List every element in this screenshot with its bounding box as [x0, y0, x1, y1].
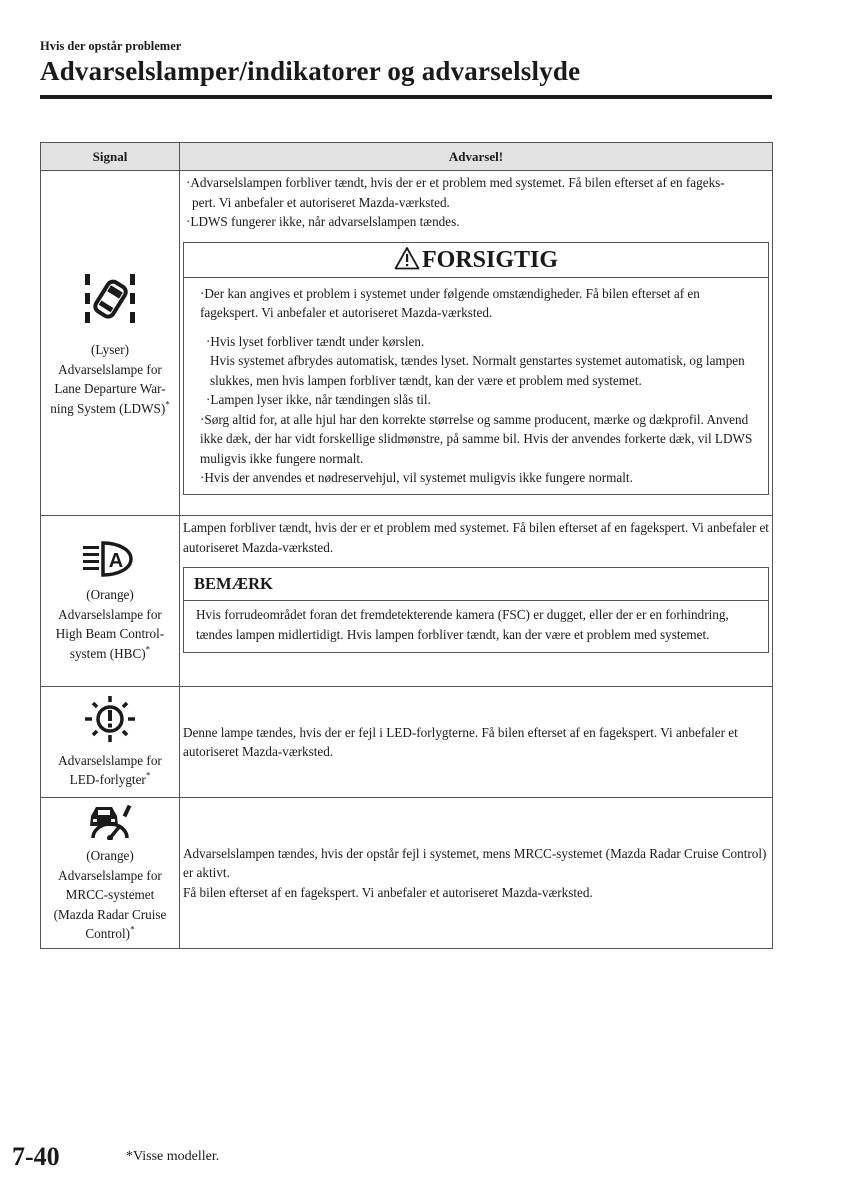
signal-label: MRCC-systemet [65, 887, 155, 902]
signal-label: ning System (LDWS)* [50, 399, 170, 416]
signal-cell [41, 687, 180, 798]
warning-cell [180, 798, 773, 949]
table-row [41, 516, 773, 687]
high-beam-control-icon [79, 539, 141, 579]
signal-label: Advarselslampe for [58, 606, 162, 622]
signal-label: Advarselslampe for [58, 752, 162, 768]
signal-label: LED-forlygter* [69, 770, 151, 787]
signal-cell [41, 171, 180, 516]
warning-cell [180, 171, 773, 516]
warning-cell [180, 516, 773, 687]
caution-title: FORSIGTIG [421, 246, 559, 273]
footnote: *Visse modeller. [126, 1149, 220, 1164]
mrcc-warning-icon [85, 802, 135, 840]
caution-body [184, 278, 768, 494]
table-row [41, 687, 773, 798]
caution-paragraph: ·Der kan angives et problem i systemet under følgende omstændigheder. Få bilen efterset af en fagekspert. Vi anbefaler et autoriseret Mazda-værksted. [200, 285, 700, 320]
lane-departure-warning-icon [79, 268, 141, 334]
signal-label: Lane Departure War- [54, 381, 166, 396]
warning-table [40, 142, 773, 949]
signal-label: High Beam Control- [55, 626, 165, 641]
note-box [183, 567, 769, 653]
caution-paragraph: Hvis systemet afbrydes automatisk, tændes lyset. Normalt genstartes systemet automatisk, og lampen slukkes, men hvis lampen forbliver tændt, kan der være et problem med systemet. [210, 353, 745, 388]
signal-cell [41, 798, 180, 949]
warning-text: Denne lampe tændes, hvis der er fejl i LED-forlygterne. Få bilen efterset af en fagekspert. Vi anbefaler et autoriseret Mazda-værksted. [183, 724, 738, 759]
note-body: Hvis forrudeområdet foran det fremdetekterende kamera (FSC) er dugget, eller der er en forhindring, tændes lampen midlertidigt. Hvis lampen forbliver tændt, kan der være et problem med systemet. [196, 607, 729, 642]
caution-paragraph: ·Sørg altid for, at alle hjul har den korrekte størrelse og samme producent, mærke og dækprofil. Anvend ikke dæk, der har vidt forskellige slidmønstre, på samme bil. Hvis der anvendes forkerte dæk, vil LDWS muligvis ikke fungere normalt. [200, 411, 753, 466]
svg-text:A: A [108, 550, 124, 572]
signal-label: (Mazda Radar Cruise [53, 906, 167, 922]
signal-label: (Lyser) [90, 342, 130, 357]
col-header-warning: Advarsel! [180, 143, 773, 171]
note-title: BEMÆRK [184, 568, 768, 601]
led-headlight-icon [79, 695, 141, 745]
warning-text: Få bilen efterset af en fagekspert. Vi anbefaler et autoriseret Mazda-værksted. [183, 884, 593, 900]
col-header-signal: Signal [41, 143, 180, 171]
warning-text: Lampen forbliver tændt, hvis der er et problem med systemet. Få bilen efterset af en fagekspert. Vi anbefaler et autoriseret Mazda-værksted. [183, 520, 769, 555]
page-number: 7-40 [12, 1142, 60, 1171]
caution-paragraph: ·Hvis lyset forbliver tændt under kørslen. [206, 333, 425, 349]
table-header-row [41, 143, 773, 171]
signal-cell [41, 516, 180, 687]
signal-label: (Orange) [86, 848, 134, 863]
signal-label: Advarselslampe for [58, 867, 162, 883]
warning-text: ·Advarselslampen forbliver tændt, hvis der er et problem med systemet. Få bilen efterset af en fageks- [186, 175, 725, 190]
warning-triangle-icon [394, 246, 420, 270]
title-rule [40, 95, 772, 99]
warning-cell [180, 687, 773, 798]
warning-text: ·LDWS fungerer ikke, når advarselslampen tændes. [186, 214, 460, 229]
signal-label: Control)* [85, 924, 135, 941]
caution-paragraph: ·Hvis der anvendes et nødreservehjul, vil systemet muligvis ikke fungere normalt. [200, 470, 633, 485]
table-row [41, 798, 773, 949]
warning-text: pert. Vi anbefaler et autoriseret Mazda-værksted. [192, 194, 450, 210]
signal-label: system (HBC)* [69, 644, 151, 661]
caution-paragraph: ·Lampen lyser ikke, når tændingen slås til. [206, 392, 431, 407]
page-title: Advarselslamper/indikatorer og advarselslyde [40, 56, 581, 86]
table-row [41, 171, 773, 516]
caution-header [184, 243, 768, 278]
signal-label: (Orange) [86, 587, 134, 602]
section-label: Hvis der opstår problemer [40, 39, 182, 53]
warning-text: Advarselslampen tændes, hvis der opstår fejl i systemet, mens MRCC-systemet (Mazda Radar Cruise Control) er aktivt. [183, 845, 767, 880]
caution-box [183, 242, 769, 495]
signal-label: Advarselslampe for [58, 361, 162, 377]
